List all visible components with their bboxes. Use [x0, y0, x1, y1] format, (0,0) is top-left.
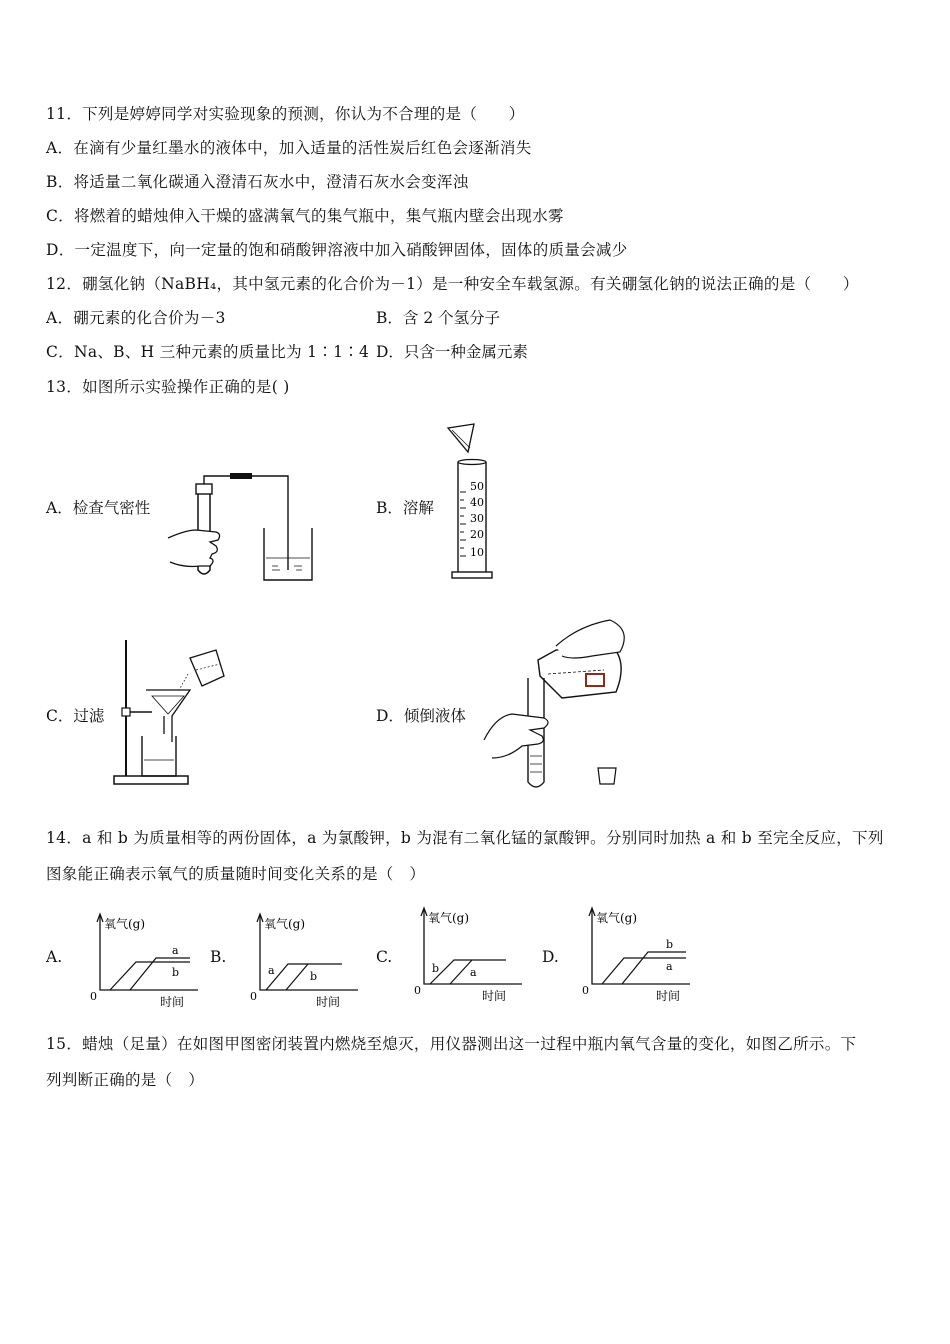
series-a-label: a: [268, 964, 275, 977]
q14-graph-a: [86, 912, 206, 1010]
y-axis-label: 氧气(g): [596, 911, 638, 925]
origin-label: 0: [90, 990, 97, 1003]
q14-graph-c: [410, 906, 530, 1004]
q14-option-d-label: D.: [542, 948, 559, 966]
q14-option-c-label: C.: [376, 948, 393, 966]
x-axis-label: 时间: [482, 989, 507, 1003]
q13-option-c-label: C．过滤: [46, 707, 105, 725]
origin-label: 0: [582, 984, 589, 997]
cylinder-mark-30: 30: [470, 512, 484, 525]
q14-graph-d: [578, 906, 698, 1004]
x-axis-label: 时间: [656, 989, 681, 1003]
series-b-label: b: [172, 966, 180, 979]
q14-option-b-label: B.: [210, 948, 227, 966]
origin-label: 0: [414, 984, 421, 997]
q11-option-a: A．在滴有少量红墨水的液体中，加入适量的活性炭后红色会逐渐消失: [46, 139, 532, 157]
q11-option-c: C．将燃着的蜡烛伸入干燥的盛满氧气的集气瓶中，集气瓶内壁会出现水雾: [46, 207, 564, 225]
q14-option-a-label: A.: [46, 948, 63, 966]
y-axis-label: 氧气(g): [264, 917, 306, 931]
q14-stem-line2: 图象能正确表示氧气的质量随时间变化关系的是（ ）: [46, 865, 426, 883]
q14-graph-b: [246, 912, 366, 1010]
airtightness-check-figure: [160, 470, 330, 585]
cylinder-mark-40: 40: [470, 496, 484, 509]
x-axis-label: 时间: [160, 995, 185, 1009]
q12-option-a: A．硼元素的化合价为－3: [46, 309, 226, 327]
series-a-label: a: [470, 966, 477, 979]
series-a-label: a: [172, 944, 179, 957]
series-b-label: b: [666, 938, 674, 951]
q11-stem: 11．下列是婷婷同学对实验现象的预测，你认为不合理的是（ ）: [46, 105, 525, 123]
q12-option-b: B．含 2 个氢分子: [376, 309, 501, 327]
y-axis-label: 氧气(g): [428, 911, 470, 925]
q12-stem: 12．硼氢化钠（NaBH₄，其中氢元素的化合价为－1）是一种安全车载氢源。有关硼氢化钠的说法正确的是（ ）: [46, 275, 859, 293]
cylinder-mark-10: 10: [470, 546, 484, 559]
q13-stem: 13．如图所示实验操作正确的是( ): [46, 378, 290, 396]
q11-option-b: B．将适量二氧化碳通入澄清石灰水中，澄清石灰水会变浑浊: [46, 173, 469, 191]
cylinder-mark-50: 50: [470, 480, 484, 493]
q13-option-d-label: D．倾倒液体: [376, 707, 466, 725]
pouring-liquid-figure: [482, 616, 642, 796]
q15-stem-line2: 列判断正确的是（ ）: [46, 1071, 205, 1089]
q11-option-d: D．一定温度下，向一定量的饱和硝酸钾溶液中加入硝酸钾固体，固体的质量会减少: [46, 241, 628, 259]
q13-option-b-label: B．溶解: [376, 499, 434, 517]
filtration-figure: [112, 636, 232, 791]
y-axis-label: 氧气(g): [104, 917, 146, 931]
graduated-cylinder-figure: [440, 422, 510, 582]
origin-label: 0: [250, 990, 257, 1003]
q14-stem-line1: 14．a 和 b 为质量相等的两份固体，a 为氯酸钾，b 为混有二氧化锰的氯酸钾。分别同时加热 a 和 b 至完全反应，下列: [46, 829, 884, 847]
q12-option-c: C．Na、B、H 三种元素的质量比为 1∶1∶4: [46, 343, 370, 361]
series-b-label: b: [432, 962, 440, 975]
cylinder-mark-20: 20: [470, 528, 484, 541]
series-a-label: a: [666, 960, 673, 973]
q13-option-a-label: A．检查气密性: [46, 499, 151, 517]
q12-option-d: D．只含一种金属元素: [376, 343, 528, 361]
q15-stem-line1: 15．蜡烛（足量）在如图甲图密闭装置内燃烧至熄灭，用仪器测出这一过程中瓶内氧气含量的变化，如图乙所示。下: [46, 1035, 857, 1053]
x-axis-label: 时间: [316, 995, 341, 1009]
series-b-label: b: [310, 970, 318, 983]
